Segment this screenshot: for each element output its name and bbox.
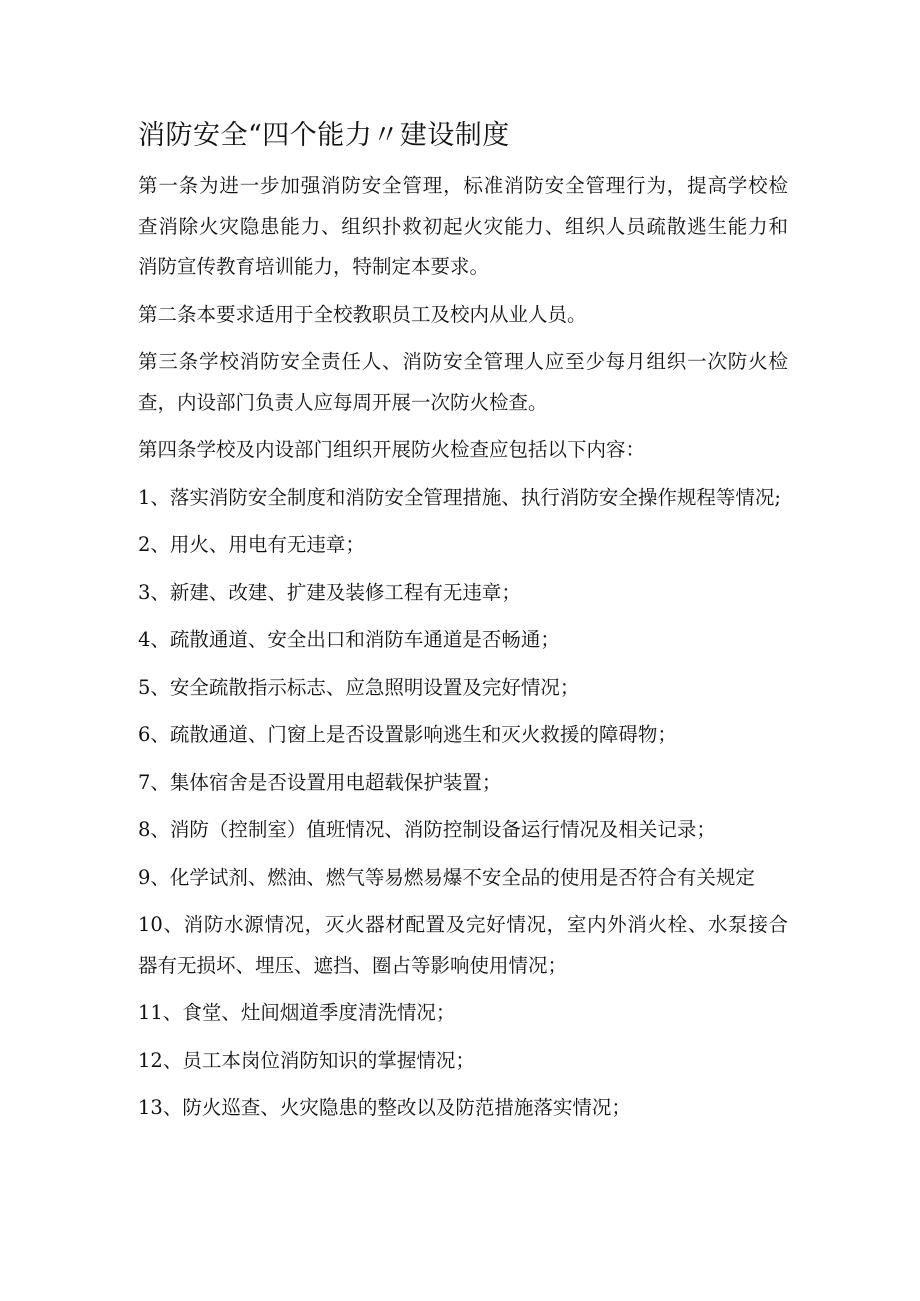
list-item — [138, 858, 788, 899]
text-line: 1、落实消防安全制度和消防安全管理措施、执行消防安全操作规程等情况; — [138, 485, 781, 509]
list-item — [138, 478, 788, 519]
text-line: 3、新建、改建、扩建及装修工程有无违章； — [138, 580, 521, 604]
text-line: 11、食堂、灶间烟道季度清洗情况； — [138, 1001, 456, 1024]
list-item — [138, 573, 788, 614]
article-4-paragraph — [138, 430, 788, 471]
list-item — [138, 810, 788, 851]
article-3-paragraph — [138, 342, 788, 423]
document-title: 消防安全“四个能力〃建设制度 — [138, 120, 510, 151]
text-line: 查，内设部门负责人应每周开展一次防火检查。 — [138, 390, 548, 414]
text-line: 查消除火灾隐患能力、组织扑救初起火灾能力、组织人员疏散逃生能力和 — [138, 214, 788, 238]
text-line: 13、防火巡查、火灾隐患的整改以及防范措施落实情况； — [138, 1096, 631, 1119]
list-item — [138, 763, 788, 804]
text-line: 2、用火、用电有无违章； — [138, 533, 365, 556]
text-line: 器有无损坏、埋压、遮挡、圈占等影响使用情况； — [138, 953, 568, 977]
list-item — [138, 1088, 788, 1129]
text-line: 9、化学试剂、燃油、燃气等易燃易爆不安全品的使用是否符合有关规定 — [138, 865, 755, 889]
text-line: 第二条本要求适用于全校教职员工及校内从业人员。 — [138, 302, 587, 326]
text-line: 第一条为进一步加强消防安全管理，标准消防安全管理行为，提高学校检 — [138, 174, 788, 197]
list-item — [138, 1041, 788, 1082]
text-line: 10、消防水源情况，灭火器材配置及完好情况，室内外消火栓、水泵接合 — [138, 913, 788, 936]
list-item — [138, 620, 788, 661]
text-line: 8、消防（控制室）值班情况、消防控制设备运行情况及相关记录； — [138, 818, 716, 841]
article-1-paragraph — [138, 166, 788, 288]
text-line: 第三条学校消防安全责任人、消防安全管理人应至少每月组织一次防火检 — [138, 350, 788, 373]
list-item — [138, 993, 788, 1034]
text-line: 4、疏散通道、安全出口和消防车通道是否畅通； — [138, 628, 560, 651]
list-item — [138, 715, 788, 756]
text-line: 12、员工本岗位消防知识的掌握情况； — [138, 1048, 475, 1072]
list-item — [138, 668, 788, 709]
text-line: 5、安全疏散指示标志、应急照明设置及完好情况； — [138, 675, 580, 699]
list-item — [138, 905, 788, 986]
text-line: 7、集体宿舍是否设置用电超载保护装置； — [138, 770, 502, 794]
list-item — [138, 525, 788, 566]
text-line: 6、疏散通道、门窗上是否设置影响逃生和灭火救援的障碍物； — [138, 723, 677, 746]
text-line: 消防宣传教育培训能力，特制定本要求。 — [138, 255, 490, 278]
article-2-paragraph — [138, 295, 788, 336]
text-line: 第四条学校及内设部门组织开展防火检查应包括以下内容： — [138, 438, 646, 461]
document-body — [138, 166, 788, 1129]
